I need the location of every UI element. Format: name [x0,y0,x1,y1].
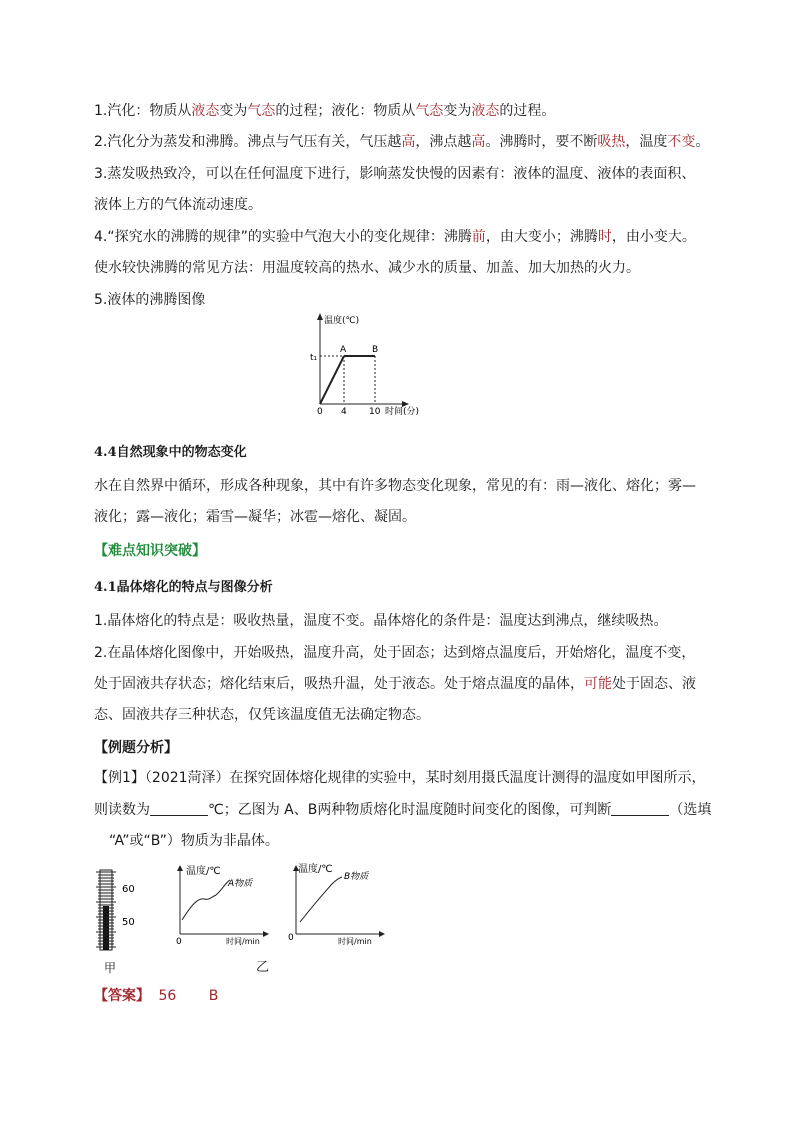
answer-value-2: B [208,988,219,1004]
highlight: 液态 [471,103,500,119]
graph-a-y-arrow [177,865,183,871]
graph-a-crystal [170,862,280,947]
thermometer-figure [92,862,152,952]
highlight: 气态 [415,103,444,119]
text: ，沸点越 [415,134,472,150]
x-tick-0: 0 [317,407,323,415]
x-tick-4: 4 [341,407,347,415]
heating-segment [320,356,344,404]
paragraph-boiling [94,132,709,152]
text: 。沸腾时，要不断 [485,134,598,150]
paragraph-boiling-graph-title: 5.液体的沸腾图像 [94,292,206,308]
highlight: 吸热 [597,134,626,150]
text: ，由小变大。 [611,229,696,245]
x-tick-10: 10 [369,407,381,415]
graph-b-x-label: 时间/min [338,937,372,946]
text: 的过程。 [499,103,556,119]
graph-a-curve [182,880,230,920]
point-b-label: B [372,345,379,355]
thermometer-liquid [103,906,109,950]
graph-a-x-arrow [263,931,269,937]
example-question-line1: 【例1】（2021菏泽）在探究固体熔化规律的实验中，某时刻用摄氏温度计测得的温度如甲图所示， [94,770,706,786]
highlight: 前 [471,229,486,245]
y-axis-arrow [317,313,323,320]
y-axis-label: 温度(℃) [324,316,360,326]
example-question-line2 [94,800,711,820]
paragraph-melting-feature: 1.晶体熔化的特点是：吸收热量，温度不变。晶体熔化的条件是：温度达到沸点，继续吸热。 [94,613,668,629]
graph-b-x0: 0 [288,933,294,943]
answer-blank-1 [150,801,208,816]
highlight: 不变 [667,134,696,150]
section-title-4-4: 4.4自然现象中的物态变化 [94,445,247,460]
point-a-label: A [340,345,347,355]
text: 2.汽化分为蒸发和沸腾。沸点与气压有关，气压越 [94,134,402,150]
paragraph-fast-boil: 使水较快沸腾的常见方法：用温度较高的热水、减少水的质量、加盖、加大加热的火力。 [94,260,640,276]
text: 4.“探究水的沸腾的规律”的实验中气泡大小的变化规律：沸腾 [94,229,472,245]
answer-label: 【答案】 [94,988,150,1004]
paragraph-nature: 水在自然界中循环，形成各种现象，其中有许多物态变化现象，常见的有：雨—液化、熔化；雾— [94,478,696,494]
highlight: 高 [401,134,416,150]
graph-a-series-label: A物质 [228,879,253,889]
text: 1.汽化：物质从 [94,103,192,119]
answer-value-1: 56 [158,988,177,1004]
paragraph-evaporation: 3.蒸发吸热致冷，可以在任何温度下进行，影响蒸发快慢的因素有：液体的温度、液体的表面积、 [94,166,696,182]
paragraph-melting-graph: 2.在晶体熔化图像中，开始吸热，温度升高，处于固态；达到熔点温度后，开始熔化，温度不变， [94,645,696,661]
highlight: 气态 [247,103,276,119]
paragraph-bubbles [94,227,696,247]
text: （选填 [669,802,712,818]
figure-label-yi: 乙 [256,960,270,975]
paragraph-evaporation-cont: 液体上方的气体流动速度。 [94,197,262,213]
text: 的过程；液化：物质从 [275,103,416,119]
text: ，由大变小；沸腾 [485,229,598,245]
graph-b-y-label: 温度/℃ [298,864,333,875]
paragraph-melting-graph-end: 态、固液共存三种状态，仅凭该温度值无法确定物态。 [94,707,430,723]
text: ，温度 [625,134,668,150]
highlight: 时 [597,229,612,245]
thermometer-label-60: 60 [122,884,135,895]
example-header: 【例题分析】 [94,740,178,756]
graph-a-y-label: 温度/℃ [186,866,221,877]
highlight: 可能 [584,676,612,692]
paragraph-nature-cont: 液化；露—液化；霜雪—凝华；冰雹—熔化、凝固。 [94,509,416,525]
paragraph-melting-graph-cont [94,674,696,694]
graph-b-series-label: B物质 [344,872,369,882]
paragraph-vaporization [94,101,555,121]
text: 则读数为 [94,802,150,818]
graph-b-amorphous [286,862,396,947]
text: 处于固液共存状态；熔化结束后，吸热升温，处于液态。处于熔点温度的晶体， [94,676,584,692]
text: 变为 [443,103,472,119]
graph-a-x-label: 时间/min [226,937,260,946]
graph-b-x-arrow [379,931,385,937]
text: 处于固态、液 [612,676,696,692]
example-question-line3: “A”或“B”）物质为非晶体。 [109,833,279,849]
answer-line [94,986,218,1006]
text: ℃；乙图为 A、B两种物质熔化时温度随时间变化的图像，可判断 [208,802,612,818]
answer-blank-2 [611,801,669,816]
figure-label-jia: 甲 [104,961,117,975]
t1-label: t₁ [310,353,318,363]
graph-a-x0: 0 [176,937,182,947]
thermometer-label-50: 50 [122,917,135,928]
graph-b-curve [300,877,342,922]
highlight: 液态 [191,103,220,119]
section-title-4-1: 4.1晶体熔化的特点与图像分析 [94,580,273,595]
section-title-difficult: 【难点知识突破】 [94,543,206,559]
text: 变为 [219,103,248,119]
highlight: 高 [471,134,486,150]
text: 。 [695,134,710,150]
x-axis-label: 时间(分) [385,407,420,415]
boiling-graph [298,310,438,415]
